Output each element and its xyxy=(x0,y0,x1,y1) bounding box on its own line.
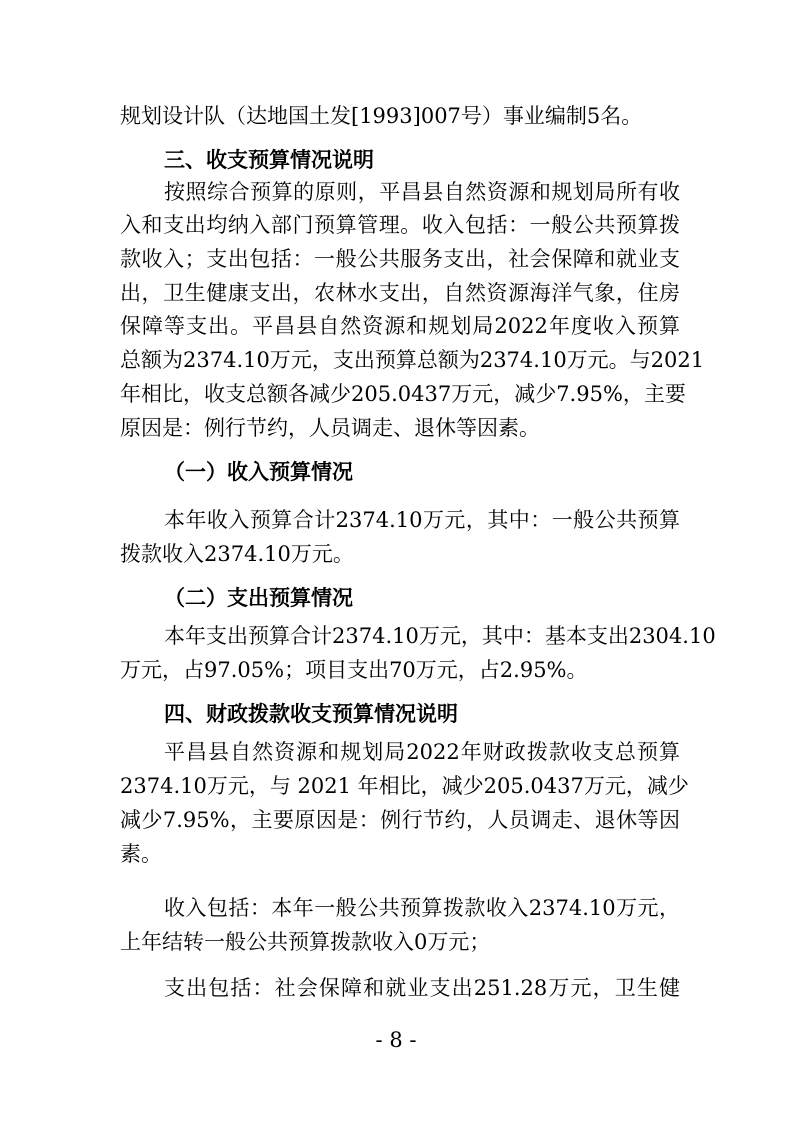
body-line: 万元，占97.05%；项目支出70万元，占2.95%。 xyxy=(120,658,588,682)
body-line: 按照综合预算的原则，平昌县自然资源和规划局所有收 xyxy=(164,180,680,204)
body-line: 原因是：例行节约，人员调走、退休等因素。 xyxy=(120,416,540,440)
subsection-heading: （一）收入预算情况 xyxy=(164,460,353,484)
body-line: 本年收入预算合计2374.10万元，其中：一般公共预算 xyxy=(164,508,680,532)
section-heading: 四、财政拨款收支预算情况说明 xyxy=(164,702,458,726)
body-line: 上年结转一般公共预算拨款收入0万元； xyxy=(120,930,491,954)
body-line: 平昌县自然资源和规划局2022年财政拨款收支总预算 xyxy=(164,740,680,764)
body-line: 款收入；支出包括：一般公共服务支出，社会保障和就业支 xyxy=(120,247,680,271)
body-line: 2374.10万元，与 2021 年相比，减少205.0437万元，减少 xyxy=(120,774,689,798)
body-line: 减少7.95%，主要原因是：例行节约，人员调走、退休等因 xyxy=(120,808,680,832)
body-line: 入和支出均纳入部门预算管理。收入包括：一般公共预算拨 xyxy=(120,213,680,237)
section-heading: 三、收支预算情况说明 xyxy=(164,148,374,172)
body-line: 素。 xyxy=(120,842,162,866)
body-line: 年相比，收支总额各减少205.0437万元，减少7.95%，主要 xyxy=(120,382,686,406)
body-line: 本年支出预算合计2374.10万元，其中：基本支出2304.10 xyxy=(164,624,716,648)
body-line: 出，卫生健康支出，农林水支出，自然资源海洋气象，住房 xyxy=(120,281,680,305)
body-line: 保障等支出。平昌县自然资源和规划局2022年度收入预算 xyxy=(120,314,680,338)
body-line: 支出包括：社会保障和就业支出251.28万元，卫生健 xyxy=(164,976,680,1000)
body-line: 总额为2374.10万元，支出预算总额为2374.10万元。与2021 xyxy=(120,348,705,372)
body-line: 拨款收入2374.10万元。 xyxy=(120,542,354,566)
page-number: - 8 - xyxy=(375,1028,417,1052)
body-line: 规划设计队（达地国土发[1993]007号）事业编制5名。 xyxy=(120,104,643,128)
body-line: 收入包括：本年一般公共预算拨款收入2374.10万元， xyxy=(164,896,680,920)
subsection-heading: （二）支出预算情况 xyxy=(164,586,353,610)
